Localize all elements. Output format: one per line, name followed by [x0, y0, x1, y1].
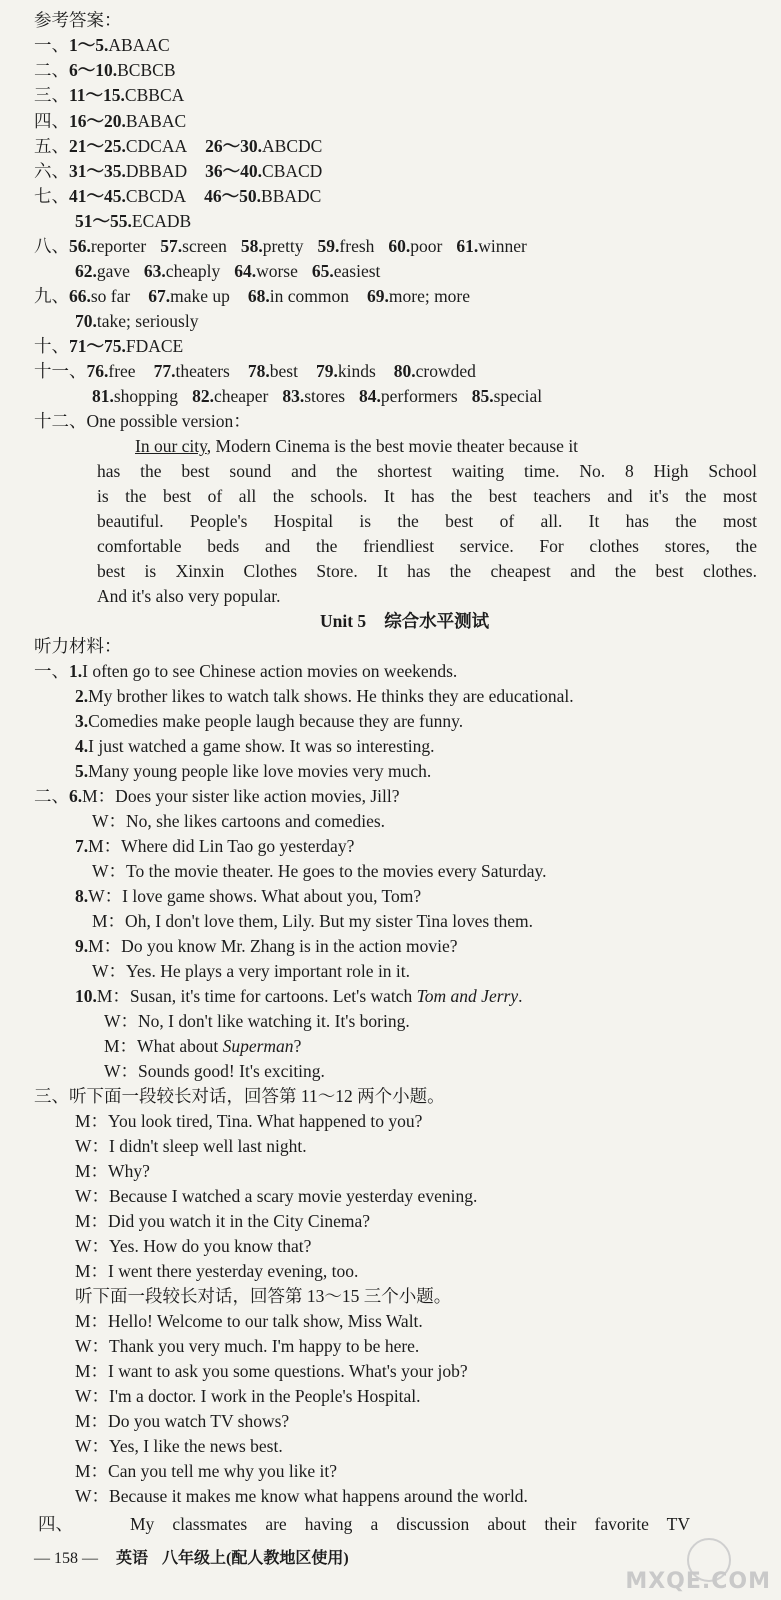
essay-line-5: comfortable beds and the friendliest service. For clothes stores, the [97, 536, 757, 556]
dialogue-1-line: W：Because I watched a scary movie yesterday evening. [75, 1186, 478, 1206]
essay-line-6: best is Xinxin Clothes Store. It has the cheapest and the best clothes. [97, 561, 757, 581]
listening-10b: W：No, I don't like watching it. It's boring. [104, 1011, 410, 1031]
listening-5: 5.Many young people like love movies very much. [75, 761, 432, 781]
listening-8a: 8.W：I love game shows. What about you, Tom? [75, 886, 422, 906]
answer-line-6: 六、31～35.DBBAD 36～40.CBACD [34, 161, 323, 181]
answer-line-12: 十二、One possible version： [34, 411, 251, 431]
listening-9a: 9.M：Do you know Mr. Zhang is in the action movie? [75, 936, 458, 956]
dialogue-2-line: M：I want to ask you some questions. What's your job? [75, 1361, 468, 1381]
listening-7b: W：To the movie theater. He goes to the movies every Saturday. [92, 861, 547, 881]
answer-line-2: 二、6～10.BCBCB [34, 60, 176, 80]
listening-10a: 10.M：Susan, it's time for cartoons. Let's watch Tom and Jerry. [75, 986, 523, 1006]
footer-grade: 八年级上(配人教地区使用) [162, 1550, 349, 1567]
answer-heading: 参考答案： [34, 10, 122, 30]
listening-3-intro-2: 听下面一段较长对话，回答第 13～15 三个小题。 [75, 1286, 452, 1306]
dialogue-2-line: M：Do you watch TV shows? [75, 1411, 290, 1431]
footer-subject: 英语 [116, 1550, 149, 1567]
answer-line-11b: 81.shopping 82.cheaper 83.stores 84.performers 85.special [92, 386, 543, 406]
listening-4: 4.I just watched a game show. It was so interesting. [75, 736, 435, 756]
listening-3: 3.Comedies make people laugh because they are funny. [75, 711, 464, 731]
listening-heading: 听力材料： [34, 636, 122, 656]
answer-line-7: 七、41～45.CBCDA 46～50.BBADC [34, 186, 322, 206]
dialogue-2-line: W：Thank you very much. I'm happy to be here. [75, 1336, 420, 1356]
listening-1: 一、1.I often go to see Chinese action movies on weekends. [34, 661, 458, 681]
answer-line-5: 五、21～25.CDCAA 26～30.ABCDC [34, 136, 323, 156]
listening-9b: W：Yes. He plays a very important role in it. [92, 961, 411, 981]
answer-line-3: 三、11～15.CBBCA [34, 85, 185, 105]
listening-3-intro: 三、听下面一段较长对话，回答第 11～12 两个小题。 [34, 1086, 445, 1106]
page-footer [34, 1547, 349, 1571]
dialogue-2-line: W：Because it makes me know what happens around the world. [75, 1486, 528, 1506]
essay-line-3: is the best of all the schools. It has the best teachers and it's the most [97, 486, 757, 506]
essay-line-1: In our city, Modern Cinema is the best movie theater because it [135, 436, 579, 456]
listening-6b: W：No, she likes cartoons and comedies. [92, 811, 386, 831]
watermark-text: MXQE.COM [625, 1569, 771, 1594]
listening-6a: 二、6.M：Does your sister like action movies, Jill? [34, 786, 400, 806]
listening-8b: M：Oh, I don't love them, Lily. But my sister Tina loves them. [92, 911, 533, 931]
listening-10d: W：Sounds good! It's exciting. [104, 1061, 325, 1081]
dialogue-1-line: M：Did you watch it in the City Cinema? [75, 1211, 371, 1231]
answer-line-8: 八、56.reporter 57.screen 58.pretty 59.fresh 60.poor 61.winner [34, 236, 527, 256]
dialogue-1-line: M：You look tired, Tina. What happened to you? [75, 1111, 423, 1131]
answer-line-7b: 51～55.ECADB [75, 211, 192, 231]
listening-10c: M：What about Superman? [104, 1036, 302, 1056]
answer-line-8b: 62.gave 63.cheaply 64.worse 65.easiest [75, 261, 381, 281]
listening-4-num: 四、 [38, 1514, 73, 1534]
unit-title: Unit 5 综合水平测试 [320, 611, 490, 631]
dialogue-2-line: W：I'm a doctor. I work in the People's Hospital. [75, 1386, 421, 1406]
watermark-logo [621, 1538, 771, 1594]
dialogue-2-line: W：Yes, I like the news best. [75, 1436, 283, 1456]
dialogue-1-line: M：Why? [75, 1161, 150, 1181]
dialogue-1-line: M：I went there yesterday evening, too. [75, 1261, 359, 1281]
answer-line-1: 一、1～5.ABAAC [34, 35, 170, 55]
answer-line-9b: 70.take; seriously [75, 311, 199, 331]
listening-4-text: My classmates are having a discussion about their favorite TV [130, 1514, 690, 1534]
dialogue-1-line: W：Yes. How do you know that? [75, 1236, 312, 1256]
essay-line-4: beautiful. People's Hospital is the best of all. It has the most [97, 511, 757, 531]
answer-line-4: 四、16～20.BABAC [34, 111, 187, 131]
listening-7a: 7.M：Where did Lin Tao go yesterday? [75, 836, 355, 856]
answer-line-11: 十一、76.free 77.theaters 78.best 79.kinds 80.crowded [34, 361, 476, 381]
answer-line-10: 十、71～75.FDACE [34, 336, 184, 356]
dialogue-2-line: M：Hello! Welcome to our talk show, Miss Walt. [75, 1311, 423, 1331]
listening-2: 2.My brother likes to watch talk shows. He thinks they are educational. [75, 686, 574, 706]
answer-line-9: 九、66.so far 67.make up 68.in common 69.more; more [34, 286, 471, 306]
dialogue-2-line: M：Can you tell me why you like it? [75, 1461, 337, 1481]
essay-line-2: has the best sound and the shortest waiting time. No. 8 High School [97, 461, 757, 481]
essay-line-7: And it's also very popular. [97, 586, 281, 606]
page-number: — 158 — [34, 1550, 98, 1567]
dialogue-1-line: W：I didn't sleep well last night. [75, 1136, 307, 1156]
